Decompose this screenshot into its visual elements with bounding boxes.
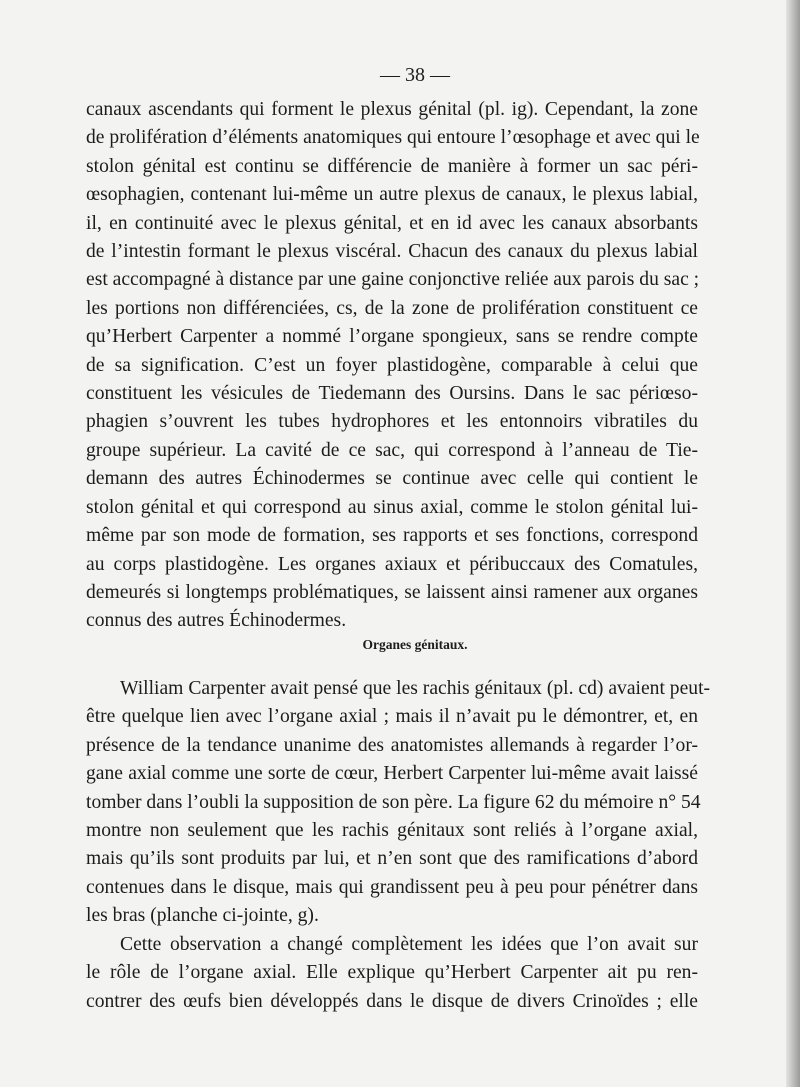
text-line: demeurés si longtemps problématiques, se laissent ainsi ramener aux organes (86, 581, 698, 603)
text-line: gane axial comme une sorte de cœur, Herbert Carpenter lui-même avait laissé (86, 763, 698, 785)
section-heading: Organes génitaux. (362, 637, 468, 652)
text-line: être quelque lien avec l’organe axial ; mais il n’avait pu le démontrer, et, en (86, 706, 698, 728)
text-line: même par son mode de formation, ses rapports et ses fonctions, correspond (86, 525, 698, 547)
text-line: les portions non différenciées, cs, de la zone de prolifération constituent ce (86, 297, 698, 319)
text-line: stolon génital et qui correspond au sinus axial, comme le stolon génital lui- (86, 496, 698, 518)
text-line: contrer des œufs bien développés dans le disque de divers Crinoïdes ; elle (86, 990, 698, 1012)
text-line: William Carpenter avait pensé que les rachis génitaux (pl. cd) avaient peut- (120, 678, 711, 699)
text-line: phagien s’ouvrent les tubes hydrophores et les entonnoirs vibratiles du (86, 411, 698, 433)
text-line: groupe supérieur. La cavité de ce sac, qui correspond à l’anneau de Tie- (86, 439, 698, 461)
text-line: de prolifération d’éléments anatomiques qui entoure l’œsophage et avec qui le (86, 127, 700, 149)
text-line: demann des autres Échinodermes se continue avec celle qui contient le (86, 468, 698, 490)
text-line: est accompagné à distance par une gaine conjonctive reliée aux parois du sac ; (86, 269, 700, 291)
text-line: montre non seulement que les rachis génitaux sont reliés à l’organe axial, (86, 820, 698, 842)
paragraph-2 (86, 675, 711, 931)
text-line: œsophagien, contenant lui-même un autre plexus de canaux, le plexus labial, (86, 184, 698, 206)
text-line: constituent les vésicules de Tiedemann des Oursins. Dans le sac périœso- (86, 383, 698, 405)
text-line: les bras (planche ci-jointe, g). (86, 905, 319, 927)
text-line: stolon génital est continu se différencie de manière à former un sac péri- (86, 155, 698, 177)
text-line: présence de la tendance unanime des anatomistes allemands à regarder l’or- (86, 734, 698, 756)
page-number: — 38 — (380, 64, 450, 86)
paragraph-3 (86, 931, 698, 1016)
page-edge-shadow (786, 0, 800, 1087)
text-line: connus des autres Échinodermes. (86, 610, 347, 632)
text-line: tomber dans l’oubli la supposition de son père. La figure 62 du mémoire n° 54 (86, 791, 701, 813)
paragraph-1 (86, 96, 698, 636)
text-line: Cette observation a changé complètement les idées que l’on avait sur (120, 934, 698, 955)
text-line: mais qu’ils sont produits par lui, et n’en sont que des ramifications d’abord (86, 848, 698, 870)
text-line: contenues dans le disque, mais qui grandissent peu à peu pour pénétrer dans (86, 876, 698, 898)
text-line: canaux ascendants qui forment le plexus génital (pl. ig). Cependant, la zone (86, 99, 698, 120)
text-line: qu’Herbert Carpenter a nommé l’organe spongieux, sans se rendre compte (86, 326, 698, 348)
text-line: au corps plastidogène. Les organes axiaux et péribuccaux des Comatules, (86, 553, 698, 575)
text-line: de l’intestin formant le plexus viscéral. Chacun des canaux du plexus labial (86, 241, 698, 263)
text-line: le rôle de l’organe axial. Elle explique qu’Herbert Carpenter ait pu ren- (86, 962, 698, 984)
text-line: il, en continuité avec le plexus génital, et en id avec les canaux absorbants (86, 212, 698, 234)
text-line: de sa signification. C’est un foyer plastidogène, comparable à celui que (86, 354, 698, 376)
